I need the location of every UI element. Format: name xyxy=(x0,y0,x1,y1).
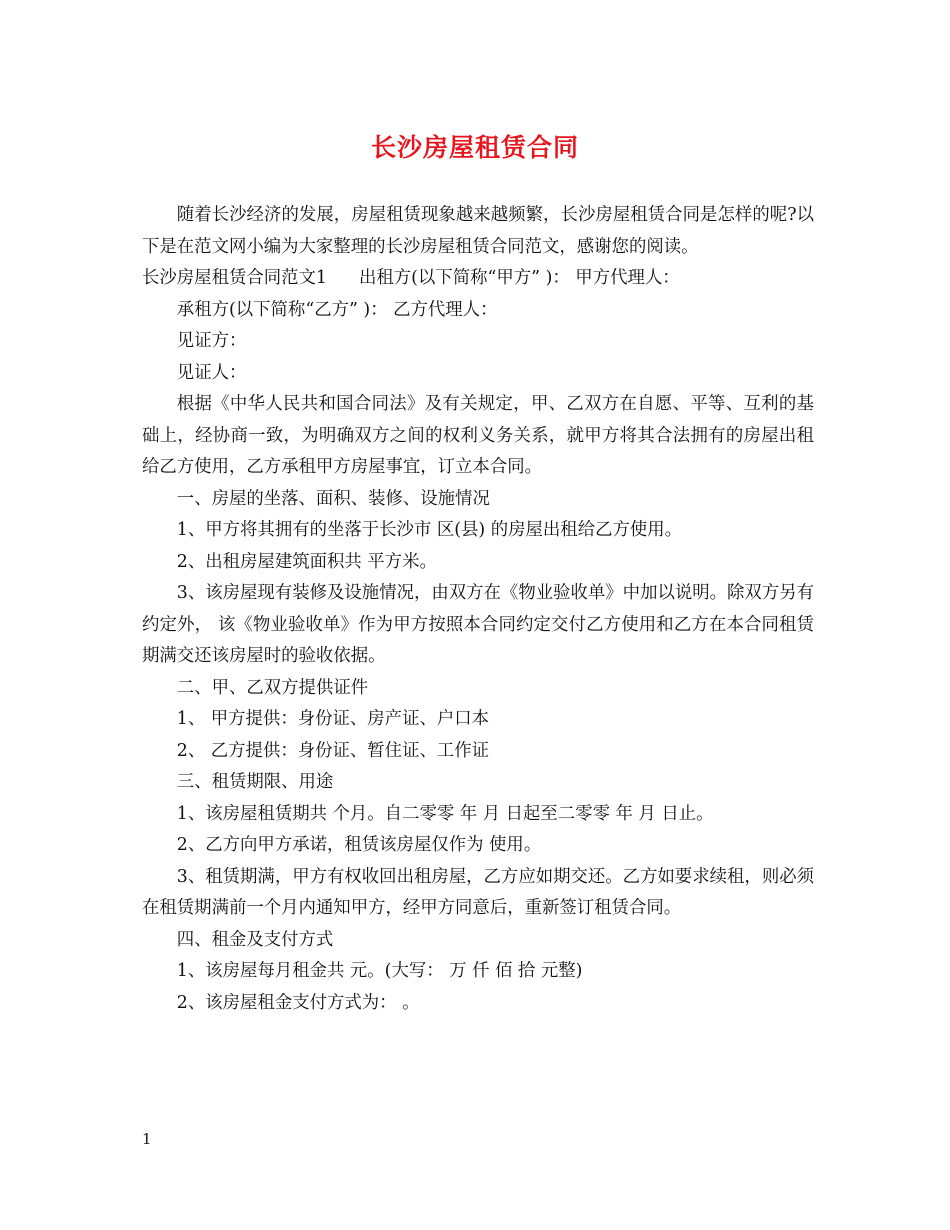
document-title: 长沙房屋租赁合同 xyxy=(370,133,579,162)
document-body xyxy=(142,200,814,1019)
clause-2-2: 2、 乙方提供：身份证、暂住证、工作证 xyxy=(176,740,490,761)
section-heading-term: 三、租赁期限、用途 xyxy=(176,772,334,792)
section-heading-premises: 一、房屋的坐落、面积、装修、设施情况 xyxy=(176,488,490,509)
clause-1-3: 3、该房屋现有装修及设施情况，由双方在《物业验收单》中加以说明。除双方另有约定外， 该《物业验收单》作为甲方按照本合同约定交付乙方使用和乙方在本合同租赁期满交还该房屋时的验收依据。 xyxy=(142,583,814,666)
clause-4-2: 2、该房屋租金支付方式为： 。 xyxy=(176,992,420,1013)
section-heading-documents: 二、甲、乙双方提供证件 xyxy=(176,677,369,698)
clause-3-1: 1、该房屋租赁期共 个月。自二零零 年 月 日起至二零零 年 月 日止。 xyxy=(176,803,714,824)
intro-paragraph: 随着长沙经济的发展，房屋租赁现象越来越频繁，长沙房屋租赁合同是怎样的呢?以下是在范文网小编为大家整理的长沙房屋租赁合同范文，感谢您的阅读。 xyxy=(142,205,814,257)
clause-1-1: 1、甲方将其拥有的坐落于长沙市 区(县) 的房屋出租给乙方使用。 xyxy=(176,520,683,540)
lessor-line: 出租方(以下简称“甲方” )： 甲方代理人： xyxy=(358,268,680,288)
page-number: 1 xyxy=(142,1130,152,1148)
sample-heading-line xyxy=(142,263,814,295)
clause-2-1: 1、 甲方提供：身份证、房产证、户口本 xyxy=(176,709,490,729)
clause-3-2: 2、乙方向甲方承诺，租赁该房屋仅作为 使用。 xyxy=(176,835,542,855)
clause-3-3: 3、租赁期满，甲方有权收回出租房屋，乙方应如期交还。乙方如要求续租，则必须在租赁期满前一个月内通知甲方，经甲方同意后，重新签订租赁合同。 xyxy=(142,866,814,918)
clause-1-2: 2、出租房屋建筑面积共 平方米。 xyxy=(176,551,437,572)
clause-4-1: 1、该房屋每月租金共 元。(大写： 万 仟 佰 拾 元整) xyxy=(176,961,583,981)
lessee-line: 承租方(以下简称“乙方” )： 乙方代理人： xyxy=(176,299,498,320)
witness-party-line: 见证方： xyxy=(176,331,247,351)
sample-label: 长沙房屋租赁合同范文1 xyxy=(142,268,327,288)
section-heading-rent: 四、租金及支付方式 xyxy=(176,929,334,950)
preamble-paragraph: 根据《中华人民共和国合同法》及有关规定，甲、乙双方在自愿、平等、互利的基础上，经协商一致，为明确双方之间的权利义务关系，就甲方将其合法拥有的房屋出租给乙方使用，乙方承租甲方房屋事宜，订立本合同。 xyxy=(142,394,814,477)
witness-person-line: 见证人： xyxy=(176,362,247,383)
